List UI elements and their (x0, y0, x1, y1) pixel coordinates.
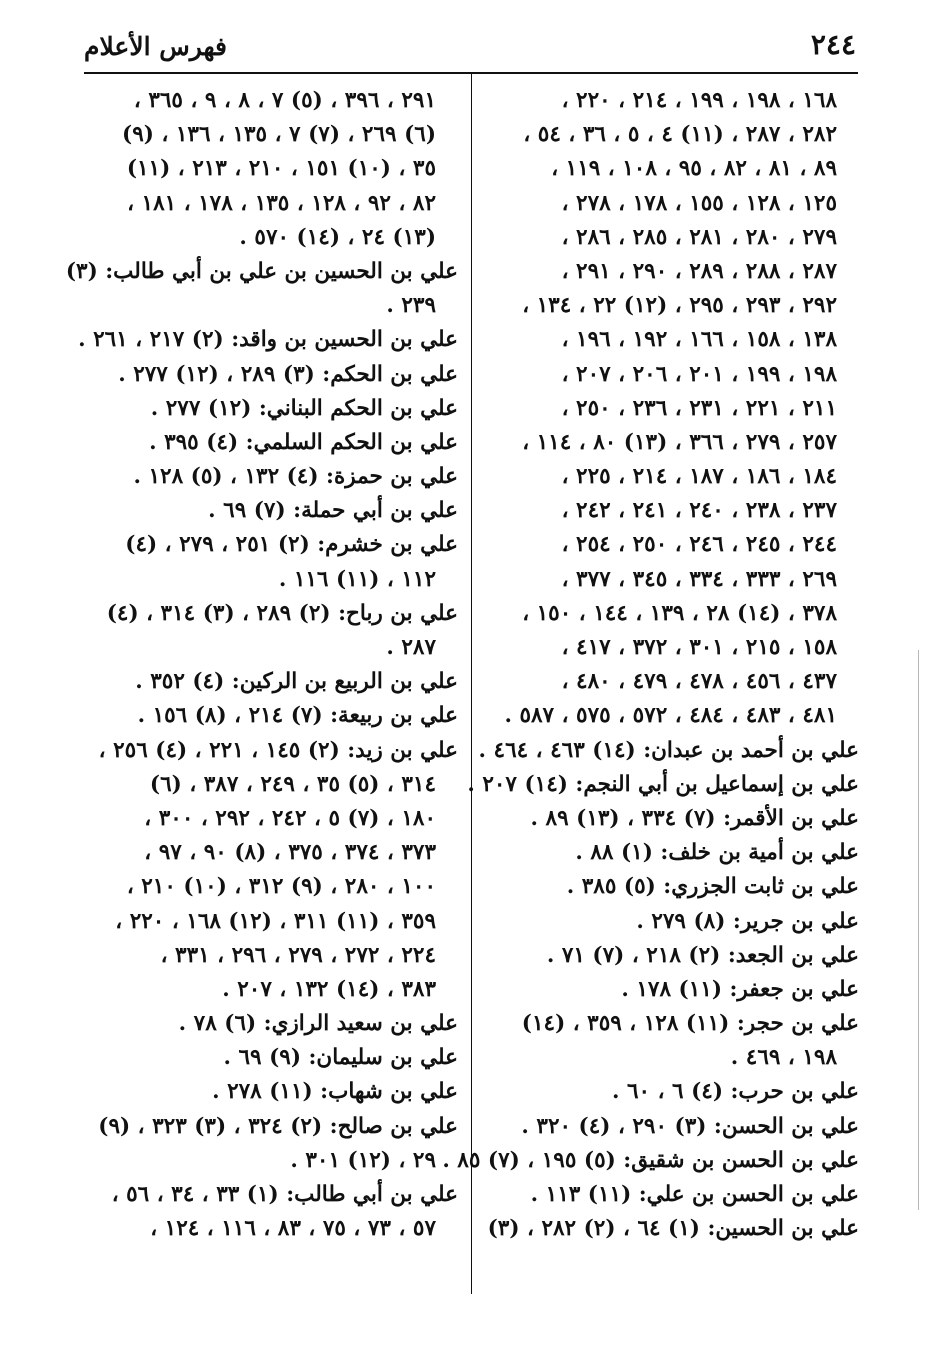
index-line: (٦) ٢٦٩ ، (٧) ٧ ، ١٣٥ ، ١٣٦ ، (٩) (122, 122, 436, 148)
index-line: (١٣) ٢٤ ، (١٤) ٥٧٠ . (239, 224, 436, 250)
index-line: ٢٨٧ . (386, 635, 436, 660)
index-entry: علي بن جرير: (٨) ٢٧٩ . (636, 908, 859, 934)
page-number: ٢٤٤ (810, 28, 856, 61)
index-entry: علي بن شهاب: (١١) ٢٧٨ . (212, 1079, 458, 1105)
index-line: ٣٥٩ ، (١١) ٣١١ ، (١٢) ١٦٨ ، ٢٢٠ ، (115, 908, 436, 934)
index-line: ٢١١ ، ٢٢١ ، ٢٣١ ، ٢٣٦ ، ٢٥٠ ، (561, 395, 837, 421)
index-entry: علي بن الحسن بن شقيق: (٥) ١٩٥ ، (٧) ٨٥ . (442, 1147, 859, 1173)
index-entry: علي بن الحسين بن علي بن أبي طالب: (٣) (65, 258, 458, 284)
index-line: ٢٧٩ ، ٢٨٠ ، ٢٨١ ، ٢٨٥ ، ٢٨٦ ، (561, 224, 837, 250)
index-line: ١٢٥ ، ١٢٨ ، ١٥٥ ، ١٧٨ ، ٢٧٨ ، (561, 190, 837, 216)
index-entry: علي بن حمزة: (٤) ١٣٢ ، (٥) ١٢٨ . (133, 464, 458, 490)
index-entry: علي بن ثابت الجزري: (٥) ٣٨٥ . (566, 874, 859, 900)
column-divider (471, 74, 472, 1294)
index-line: ١٥٨ ، ٢١٥ ، ٣٠١ ، ٣٧٢ ، ٤١٧ ، (561, 635, 837, 660)
page-header (84, 26, 856, 70)
index-line: ٥٧ ، ٧٣ ، ٧٥ ، ٨٣ ، ١١٦ ، ١٢٤ ، (150, 1216, 436, 1242)
index-entry: علي بن إسماعيل بن أبي النجم: (١٤) ٢٠٧ . (467, 771, 859, 797)
index-line: ١٩٨ ، ١٩٩ ، ٢٠١ ، ٢٠٦ ، ٢٠٧ ، (561, 361, 837, 387)
index-entry: علي بن الحكم البناني: (١٢) ٢٧٧ . (150, 395, 458, 421)
index-entry: علي بن أمية بن خلف: (١) ٨٨ . (575, 840, 859, 866)
index-entry: علي بن الحكم السلمي: (٤) ٣٩٥ . (149, 429, 458, 455)
index-entry: علي بن الربيع بن الركين: (٤) ٣٥٢ . (135, 669, 458, 695)
index-line: ٢٩١ ، ٣٩٦ ، (٥) ٧ ، ٨ ، ٩ ، ٣٦٥ ، (133, 88, 436, 113)
index-entry: علي بن الأقمر: (٧) ٣٣٤ ، (١٣) ٨٩ . (530, 805, 859, 831)
index-entry: علي بن الحسن: (٣) ٢٩٠ ، (٤) ٣٢٠ . (521, 1113, 859, 1139)
index-line: ١٨٤ ، ١٨٦ ، ١٨٧ ، ٢١٤ ، ٢٢٥ ، (561, 464, 837, 490)
index-entry: علي بن الجعد: (٢) ٢١٨ ، (٧) ٧١ . (546, 942, 859, 968)
index-entry: علي بن سليمان: (٩) ٦٩ . (223, 1045, 458, 1071)
right-column (442, 84, 859, 1246)
index-entry: علي بن خشرم: (٢) ٢٥١ ، ٢٧٩ ، (٤) (125, 532, 458, 558)
running-title: فهرس الأعلام (84, 32, 228, 61)
index-line: ٣٧٨ ، (١٤) ٢٨ ، ١٣٩ ، ١٤٤ ، ١٥٠ ، (522, 600, 837, 626)
index-line: ١١٢ ، (١١) ١١٦ . (278, 566, 436, 592)
index-entry: علي بن الحسن بن علي: (١١) ١١٣ . (530, 1182, 859, 1207)
index-entry: علي بن زيد: (٢) ١٤٥ ، ٢٢١ ، (٤) ٢٥٦ ، (98, 737, 458, 763)
index-entry: علي بن سعيد الرازي: (٦) ٧٨ . (178, 1011, 458, 1037)
index-entry: علي بن الحكم: (٣) ٢٨٩ ، (١٢) ٢٧٧ . (118, 361, 458, 387)
index-line: ١٠٠ ، ٢٨٠ ، (٩) ٣١٢ ، (١٠) ٢١٠ ، (126, 874, 436, 900)
scan-edge-line (918, 650, 919, 1210)
index-line: ٣١٤ ، (٥) ٣٥ ، ٢٤٩ ، ٣٨٧ ، (٦) (149, 771, 436, 797)
index-line: ١٦٨ ، ١٩٨ ، ١٩٩ ، ٢١٤ ، ٢٢٠ ، (561, 88, 837, 113)
index-line: ٢٨٧ ، ٢٨٨ ، ٢٨٩ ، ٢٩٠ ، ٢٩١ ، (561, 258, 837, 284)
index-line: ٣٨٣ ، (١٤) ١٣٢ ، ٢٠٧ . (222, 976, 436, 1002)
index-line: ٨٢ ، ٩٢ ، ١٢٨ ، ١٣٥ ، ١٧٨ ، ١٨١ ، (127, 190, 436, 216)
index-entry: علي بن الحسين بن واقد: (٢) ٢١٧ ، ٢٦١ . (78, 327, 458, 353)
index-line: ٢٢٤ ، ٢٧٢ ، ٢٧٩ ، ٢٩٦ ، ٣٣١ ، (160, 942, 436, 968)
index-line: ٣٧٣ ، ٣٧٤ ، ٣٧٥ ، (٨) ٩٠ ، ٩٧ ، (144, 840, 436, 866)
index-entry: علي بن جعفر: (١١) ١٧٨ . (621, 976, 859, 1002)
index-line: ٢٨٢ ، ٢٨٧ ، (١١) ٤ ، ٥ ، ٣٦ ، ٥٤ ، (523, 122, 837, 148)
index-entry: علي بن الحسين: (١) ٦٤ ، (٢) ٢٨٢ ، (٣) (487, 1216, 859, 1242)
index-line: ٢٥٧ ، ٢٧٩ ، ٣٦٦ ، (١٣) ٨٠ ، ١١٤ ، (522, 429, 837, 455)
index-line: ٨٩ ، ٨١ ، ٨٢ ، ٩٥ ، ١٠٨ ، ١١٩ ، (551, 156, 837, 182)
left-column (65, 84, 458, 1246)
index-entry: علي بن رباح: (٢) ٢٨٩ ، (٣) ٣١٤ ، (٤) (106, 600, 458, 626)
index-entry: علي بن صالح: (٢) ٣٢٤ ، (٣) ٣٢٣ ، (٩) (98, 1113, 458, 1139)
index-line: ١٣٨ ، ١٥٨ ، ١٦٦ ، ١٩٢ ، ١٩٦ ، (561, 327, 837, 353)
index-line: ٢٣٧ ، ٢٣٨ ، ٢٤٠ ، ٢٤١ ، ٢٤٢ ، (561, 498, 837, 524)
index-line: ١٨٠ ، (٧) ٥ ، ٢٤٢ ، ٢٩٢ ، ٣٠٠ ، (144, 805, 436, 831)
index-entry: علي بن أحمد بن عبدان: (١٤) ٤٦٣ ، ٤٦٤ . (478, 737, 859, 763)
index-line: ٤٣٧ ، ٤٥٦ ، ٤٧٨ ، ٤٧٩ ، ٤٨٠ ، (561, 669, 837, 695)
index-line: ٢٩ ، (١٢) ٣٠١ . (290, 1147, 436, 1173)
index-line: ٢٤٤ ، ٢٤٥ ، ٢٤٦ ، ٢٥٠ ، ٢٥٤ ، (561, 532, 837, 558)
index-line: ٢٣٩ . (386, 293, 436, 319)
index-line: ٢٦٩ ، ٣٣٣ ، ٣٣٤ ، ٣٤٥ ، ٣٧٧ ، (561, 566, 837, 592)
index-line: ٤٨١ ، ٤٨٣ ، ٤٨٤ ، ٥٧٢ ، ٥٧٥ ، ٥٨٧ . (504, 703, 837, 729)
index-entry: علي بن أبي حملة: (٧) ٦٩ . (208, 498, 458, 524)
index-entry: علي بن ربيعة: (٧) ٢١٤ ، (٨) ١٥٦ . (137, 703, 458, 729)
index-line: ٣٥ ، (١٠) ١٥١ ، ٢١٠ ، ٢١٣ ، (١١) (126, 156, 436, 182)
index-line: ٢٩٢ ، ٢٩٣ ، ٢٩٥ ، (١٢) ٢٢ ، ١٣٤ ، (522, 293, 837, 319)
index-entry: علي بن حجر: (١١) ١٢٨ ، ٣٥٩ ، (١٤) (521, 1011, 859, 1037)
index-entry: علي بن أبي طالب: (١) ٣٣ ، ٣٤ ، ٥٦ ، (111, 1182, 458, 1207)
index-line: ١٩٨ ، ٤٦٩ . (730, 1045, 837, 1071)
index-entry: علي بن حرب: (٤) ٦ ، ٦٠ . (612, 1079, 859, 1105)
